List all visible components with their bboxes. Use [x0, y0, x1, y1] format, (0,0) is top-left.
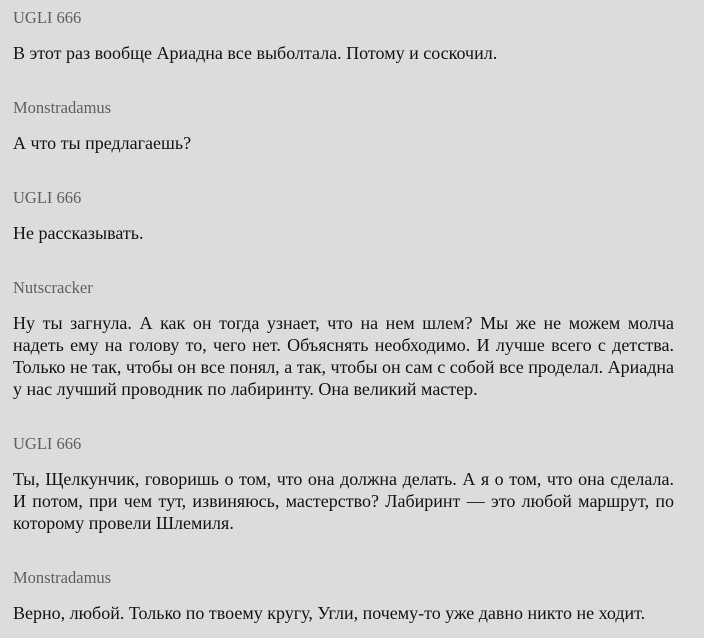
post-message: Ну ты загнула. А как он тогда узнает, что на нем шлем? Мы же не можем молча надеть ему на голову то, чего нет. Объяснять необходимо. И лучше всего с детства. Только не так, чтобы он все понял, а так, чтобы он сам с собой все проделал. Ариадна у нас лучший проводник по лабиринту. Она великий мастер.	[13, 313, 674, 399]
post	[13, 0, 674, 64]
post	[13, 180, 674, 244]
post-message: В этот раз вообще Ариадна все выболтала. Потому и соскочил.	[13, 43, 498, 63]
post-author: UGLI 666	[13, 8, 82, 27]
post	[13, 90, 674, 154]
post-author: Monstradamus	[13, 568, 112, 587]
post-author: UGLI 666	[13, 434, 82, 453]
post	[13, 270, 674, 400]
post-message: А что ты предлагаешь?	[13, 133, 192, 153]
post-author: Monstradamus	[13, 98, 112, 117]
post-author: UGLI 666	[13, 188, 82, 207]
post	[13, 560, 674, 624]
post-message: Ты, Щелкунчик, говоришь о том, что она должна делать. А я о том, что она сделала. И потом, при чем тут, извиняюсь, мастерство? Лабиринт — это любой маршрут, по которому провели Шлемиля.	[13, 469, 674, 533]
post-message: Не рассказывать.	[13, 223, 144, 243]
post	[13, 426, 674, 534]
post-message: Верно, любой. Только по твоему кругу, Угли, почему-то уже давно никто не ходит.	[13, 603, 646, 623]
post-author: Nutscracker	[13, 278, 93, 297]
